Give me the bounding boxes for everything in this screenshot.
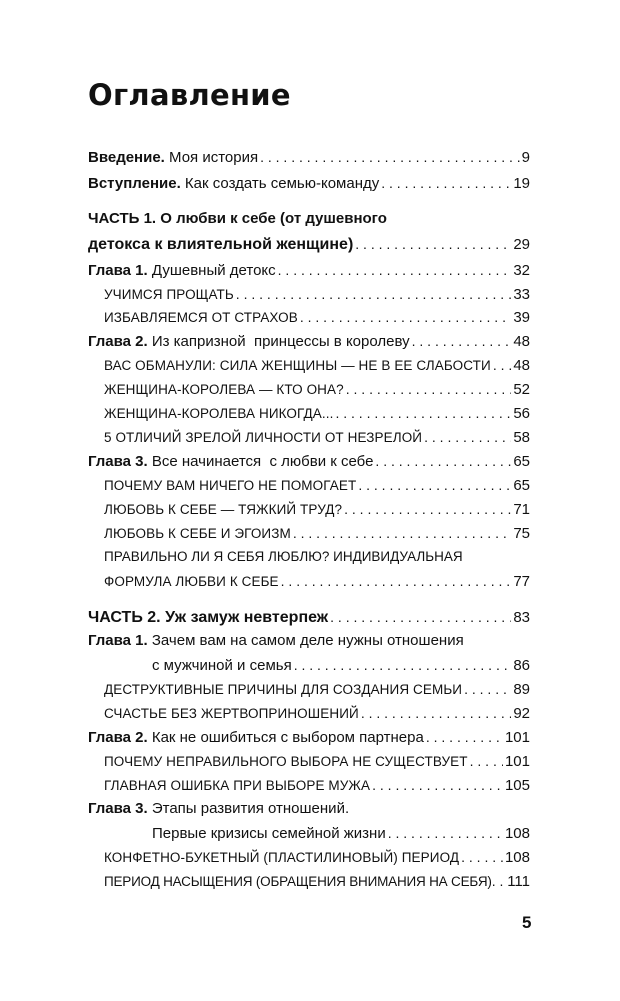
toc-entry-chapter[interactable] — [88, 259, 530, 282]
entry-title: СЧАСТЬЕ БЕЗ ЖЕРТВОПРИНОШЕНИЙ — [104, 706, 359, 721]
dot-leader — [344, 498, 511, 520]
toc-entry-section[interactable] — [104, 402, 530, 425]
entry-title: ПОЧЕМУ НЕПРАВИЛЬНОГО ВЫБОРА НЕ СУЩЕСТВУЕТ — [104, 754, 468, 769]
entry-title: ВАС ОБМАНУЛИ: СИЛА ЖЕНЩИНЫ — НЕ В ЕЕ СЛАБОСТИ — [104, 358, 491, 373]
dot-leader — [281, 570, 512, 592]
entry-title: УЧИМСЯ ПРОЩАТЬ — [104, 287, 234, 302]
entry-title: ЛЮБОВЬ К СЕБЕ И ЭГОИЗМ — [104, 526, 291, 541]
page-ref: 48 — [513, 357, 530, 374]
toc-entry-section[interactable] — [104, 702, 530, 725]
toc-entry-section[interactable] — [104, 750, 530, 773]
entry-title: Как создать семью-команду — [180, 175, 380, 192]
dot-leader — [492, 870, 507, 892]
page-ref: 65 — [513, 453, 530, 470]
toc-entry-section[interactable] — [104, 474, 530, 497]
dot-leader — [470, 750, 503, 772]
part-heading: ЧАСТЬ 2. Уж замуж невтерпеж — [88, 609, 329, 626]
entry-label: Введение. — [88, 149, 165, 166]
dot-leader — [358, 474, 511, 496]
dot-leader — [236, 283, 512, 305]
entry-label: Глава 2. — [88, 729, 148, 746]
page-ref: 39 — [513, 309, 530, 326]
toc-entry-section[interactable] — [104, 570, 530, 593]
page-ref: 92 — [513, 705, 530, 722]
entry-title: Моя история — [164, 149, 259, 166]
entry-title: ЖЕНЩИНА-КОРОЛЕВА — КТО ОНА? — [104, 382, 344, 397]
page-ref: 108 — [504, 825, 530, 842]
dot-leader — [361, 702, 512, 724]
page-ref: 111 — [507, 873, 530, 890]
toc-entry-section[interactable] — [104, 846, 530, 869]
page-ref: 33 — [513, 286, 530, 303]
page-ref: 9 — [521, 149, 530, 166]
page-ref: 56 — [513, 405, 530, 422]
toc-entry-part2[interactable] — [88, 606, 530, 629]
dot-leader — [381, 172, 511, 194]
page-ref: 65 — [513, 477, 530, 494]
toc-entry-section[interactable] — [104, 774, 530, 797]
entry-title: ИЗБАВЛЯЕМСЯ ОТ СТРАХОВ — [104, 310, 298, 325]
page-ref: 71 — [513, 501, 530, 518]
entry-title: Как не ошибиться с выбором партнера — [147, 729, 424, 746]
toc-entry-section[interactable] — [104, 870, 530, 893]
toc-entry-chapter[interactable] — [88, 726, 530, 749]
dot-leader — [300, 306, 512, 328]
section-title-line[interactable]: ПРАВИЛЬНО ЛИ Я СЕБЯ ЛЮБЛЮ? ИНДИВИДУАЛЬНАЯ — [104, 549, 463, 564]
entry-title: Этапы развития отношений. — [147, 800, 350, 817]
page-ref: 19 — [513, 175, 530, 192]
page-ref: 83 — [513, 609, 530, 626]
entry-label: Глава 3. — [88, 800, 148, 817]
part-heading[interactable]: ЧАСТЬ 1. О любви к себе (от душевного — [88, 210, 387, 227]
toc-entry-part1[interactable] — [88, 233, 530, 256]
dot-leader — [464, 678, 511, 700]
entry-title: ПЕРИОД НАСЫЩЕНИЯ (ОБРАЩЕНИЯ ВНИМАНИЯ НА СЕБЯ) — [104, 874, 492, 889]
entry-title: Зачем вам на самом деле нужны отношения — [147, 632, 464, 649]
page-ref: 101 — [504, 753, 530, 770]
dot-leader — [372, 774, 503, 796]
dot-leader — [260, 146, 520, 168]
dot-leader — [355, 233, 511, 255]
toc-entry-section[interactable] — [104, 354, 530, 377]
part-heading-cont: детокса к влиятельной женщине) — [88, 236, 354, 253]
dot-leader — [461, 846, 503, 868]
toc-entry-chapter[interactable] — [152, 822, 530, 845]
dot-leader — [330, 606, 511, 628]
page-ref: 101 — [504, 729, 530, 746]
page-ref: 75 — [513, 525, 530, 542]
dot-leader — [426, 726, 503, 748]
entry-title-cont: Первые кризисы семейной жизни — [152, 825, 386, 842]
entry-label: Вступление. — [88, 175, 181, 192]
dot-leader — [388, 822, 503, 844]
dot-leader — [278, 259, 512, 281]
page-ref: 32 — [513, 262, 530, 279]
toc-entry-preface[interactable] — [88, 172, 530, 195]
toc-entry-section[interactable] — [104, 426, 530, 449]
page-ref: 48 — [513, 333, 530, 350]
toc-entry-intro[interactable] — [88, 146, 530, 169]
entry-title: ГЛАВНАЯ ОШИБКА ПРИ ВЫБОРЕ МУЖА — [104, 778, 371, 793]
page-number: 5 — [522, 913, 532, 932]
entry-title: ЖЕНЩИНА-КОРОЛЕВА НИКОГДА... — [104, 406, 334, 421]
page-ref: 86 — [513, 657, 530, 674]
toc-entry-section[interactable] — [104, 498, 530, 521]
toc-entry-chapter[interactable] — [88, 450, 530, 473]
entry-label: Глава 1. — [88, 262, 148, 279]
entry-title: Все начинается с любви к себе — [147, 453, 374, 470]
entry-title: ПОЧЕМУ ВАМ НИЧЕГО НЕ ПОМОГАЕТ — [104, 478, 357, 493]
entry-label: Глава 1. — [88, 632, 148, 649]
entry-title: Из капризной принцессы в королеву — [147, 333, 410, 350]
toc-entry-section[interactable] — [104, 522, 530, 545]
entry-label: Глава 3. — [88, 453, 148, 470]
toc-entry-section[interactable] — [104, 306, 530, 329]
entry-title: ДЕСТРУКТИВНЫЕ ПРИЧИНЫ ДЛЯ СОЗДАНИЯ СЕМЬИ — [104, 682, 463, 697]
toc-entry-section[interactable] — [104, 378, 530, 401]
page-ref: 77 — [513, 573, 530, 590]
page-ref: 89 — [513, 681, 530, 698]
entry-label: Глава 2. — [88, 333, 148, 350]
entry-title: КОНФЕТНО-БУКЕТНЫЙ (ПЛАСТИЛИНОВЫЙ) ПЕРИОД — [104, 850, 460, 865]
page-ref: 108 — [504, 849, 530, 866]
toc-entry-chapter-line[interactable] — [88, 630, 464, 652]
dot-leader — [424, 426, 511, 448]
page-ref: 105 — [504, 777, 530, 794]
dot-leader — [293, 522, 511, 544]
entry-title-cont: с мужчиной и семья — [152, 657, 292, 674]
page-ref: 58 — [513, 429, 530, 446]
toc-entry-section[interactable] — [104, 283, 530, 306]
dot-leader — [412, 330, 512, 352]
entry-title: 5 ОТЛИЧИЙ ЗРЕЛОЙ ЛИЧНОСТИ ОТ НЕЗРЕЛОЙ — [104, 430, 423, 445]
page-ref: 52 — [513, 381, 530, 398]
entry-title: ЛЮБОВЬ К СЕБЕ — ТЯЖКИЙ ТРУД? — [104, 502, 343, 517]
dot-leader — [493, 354, 512, 376]
entry-title: Душевный детокс — [147, 262, 276, 279]
toc-entry-section[interactable] — [104, 678, 530, 701]
dot-leader — [335, 402, 511, 424]
page-ref: 29 — [513, 236, 530, 253]
dot-leader — [294, 654, 512, 676]
toc-entry-chapter-line[interactable] — [88, 798, 349, 820]
dot-leader — [375, 450, 511, 472]
toc-entry-chapter[interactable] — [152, 654, 530, 677]
page-title: Оглавление — [88, 78, 291, 112]
entry-title: ФОРМУЛА ЛЮБВИ К СЕБЕ — [104, 574, 279, 589]
dot-leader — [346, 378, 512, 400]
toc-entry-chapter[interactable] — [88, 330, 530, 353]
